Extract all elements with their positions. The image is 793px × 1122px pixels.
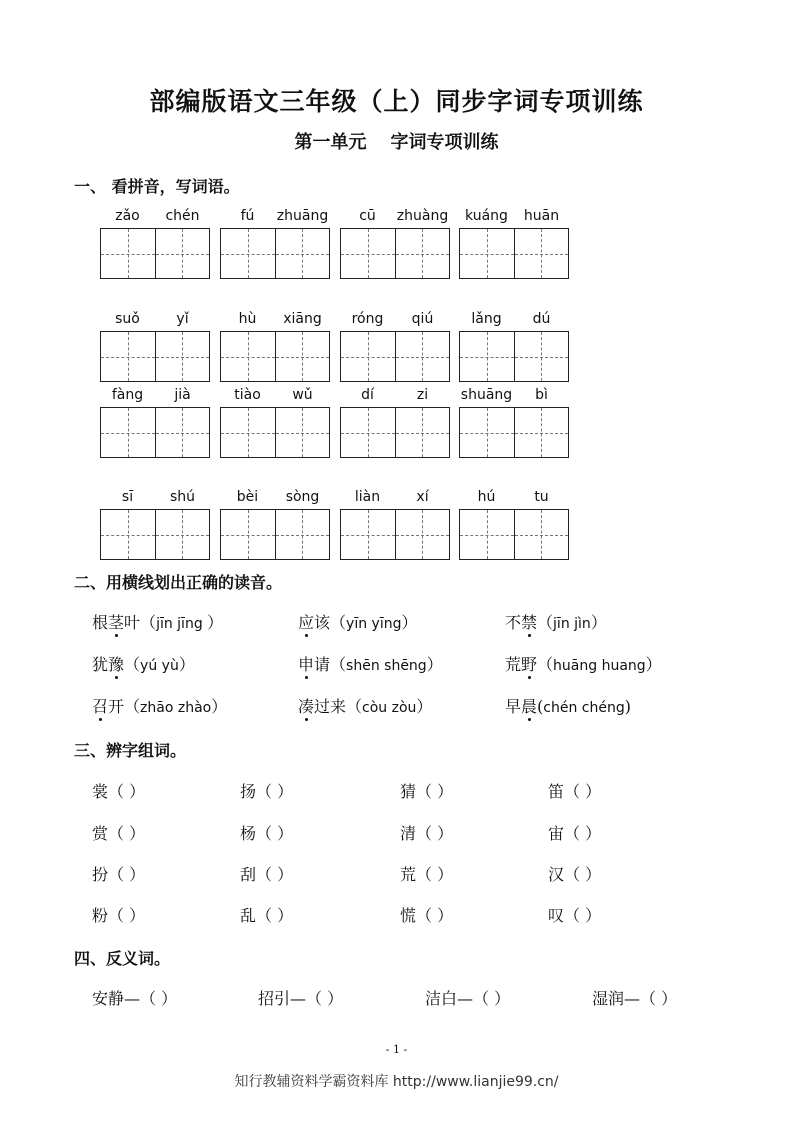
writing-cell[interactable] — [340, 331, 396, 382]
pronunciation-item — [298, 694, 432, 717]
word-char: 该 — [314, 613, 331, 632]
pinyin-syllable: tiào — [234, 387, 261, 403]
close-paren: ） — [416, 697, 433, 716]
pinyin-label — [340, 311, 450, 333]
pronunciation-item — [505, 694, 631, 717]
pinyin-label — [459, 311, 569, 333]
writing-cell[interactable] — [220, 331, 276, 382]
pronunciation-item — [298, 652, 443, 675]
antonym-item[interactable]: 安静—（ ） — [92, 989, 178, 1008]
pinyin-label — [100, 311, 210, 333]
pinyin-label — [100, 208, 210, 230]
pinyin-label — [100, 387, 210, 409]
word-group-item[interactable]: 猜（ ） — [400, 782, 454, 801]
pinyin-options[interactable]: yīn yīng — [346, 616, 402, 632]
writing-cell[interactable] — [340, 407, 396, 458]
footer-source: 知行教辅资料学霸资料库 http://www.lianjie99.cn/ — [234, 1074, 559, 1090]
writing-cell[interactable] — [220, 228, 276, 279]
pinyin-syllable: zhuàng — [396, 208, 449, 224]
writing-cell[interactable] — [276, 407, 331, 458]
word-group-item[interactable]: 粉（ ） — [92, 906, 146, 925]
pinyin-options[interactable]: jīn jìn — [553, 616, 591, 632]
pinyin-syllable: bèi — [236, 489, 259, 505]
pronunciation-item — [92, 652, 195, 675]
pinyin-syllable: yǐ — [176, 311, 189, 327]
pronunciation-item — [505, 652, 662, 675]
close-paren: ） — [207, 613, 224, 632]
dotted-char: 茎 — [108, 613, 125, 632]
word-group-item[interactable]: 叹（ ） — [548, 906, 602, 925]
word-char: 过来 — [314, 697, 347, 716]
close-paren: ） — [590, 613, 607, 632]
open-paren: （ — [537, 613, 554, 632]
page-number: - 1 - — [385, 1043, 408, 1056]
dotted-char: 晨 — [521, 697, 538, 716]
dotted-char: 禁 — [521, 613, 538, 632]
word-char: 叶 — [124, 613, 141, 632]
pinyin-syllable: zhuāng — [276, 208, 329, 224]
word-group-item[interactable]: 刮（ ） — [240, 865, 294, 884]
pinyin-syllable: fú — [240, 208, 255, 224]
pinyin-syllable: lǎng — [471, 311, 502, 327]
open-paren: （ — [330, 613, 347, 632]
word-group-item[interactable]: 乱（ ） — [240, 906, 294, 925]
writing-cell[interactable] — [515, 331, 570, 382]
pinyin-syllable: róng — [351, 311, 384, 327]
pinyin-options[interactable]: còu zòu — [362, 700, 417, 716]
dotted-char: 凑 — [298, 697, 315, 716]
dotted-char: 豫 — [108, 655, 125, 674]
antonym-item[interactable]: 招引—（ ） — [258, 989, 344, 1008]
pronunciation-item — [92, 694, 227, 717]
pinyin-options[interactable]: zhāo zhào — [140, 700, 212, 716]
pinyin-syllable: xí — [416, 489, 429, 505]
dotted-char: 召 — [92, 697, 109, 716]
writing-cell[interactable] — [515, 407, 570, 458]
close-paren: ） — [211, 697, 228, 716]
word-char: 根 — [92, 613, 109, 632]
unit-label: 第一单元 — [294, 132, 367, 153]
word-group-item[interactable]: 宙（ ） — [548, 824, 602, 843]
word-char: 犹 — [92, 655, 109, 674]
word-group-item[interactable]: 杨（ ） — [240, 824, 294, 843]
writing-cell[interactable] — [459, 509, 515, 560]
writing-cell[interactable] — [340, 228, 396, 279]
open-paren: （ — [140, 613, 157, 632]
pinyin-syllable: wǔ — [292, 387, 313, 403]
pinyin-syllable: suǒ — [115, 311, 140, 327]
close-paren: ） — [426, 655, 443, 674]
pinyin-syllable: dú — [532, 311, 551, 327]
pronunciation-item — [505, 610, 607, 633]
pinyin-syllable: cū — [359, 208, 376, 224]
close-paren: ） — [401, 613, 418, 632]
pinyin-label — [100, 489, 210, 511]
writing-cell[interactable] — [220, 407, 276, 458]
pinyin-label — [459, 489, 569, 511]
word-group-item[interactable]: 笛（ ） — [548, 782, 602, 801]
open-paren: （ — [124, 655, 141, 674]
dotted-char: 野 — [521, 655, 538, 674]
writing-cell[interactable] — [156, 407, 211, 458]
pronunciation-item — [92, 610, 223, 633]
page-subtitle — [0, 128, 793, 154]
pinyin-options[interactable]: huāng huang — [553, 658, 646, 674]
pinyin-syllable: liàn — [354, 489, 381, 505]
pinyin-syllable: hù — [238, 311, 257, 327]
pinyin-label — [220, 387, 330, 409]
writing-cell[interactable] — [396, 407, 451, 458]
antonym-item[interactable]: 湿润—（ ） — [592, 989, 678, 1008]
writing-cell[interactable] — [156, 331, 211, 382]
pinyin-options[interactable]: shēn shēng — [346, 658, 427, 674]
pronunciation-item — [298, 610, 418, 633]
pinyin-label — [220, 489, 330, 511]
word-char: 不 — [505, 613, 522, 632]
pinyin-syllable: sòng — [285, 489, 320, 505]
word-group-item[interactable]: 慌（ ） — [400, 906, 454, 925]
writing-cell[interactable] — [459, 407, 515, 458]
writing-cell[interactable] — [156, 509, 211, 560]
pinyin-syllable: tu — [534, 489, 549, 505]
section-3-heading: 三、辨字组词。 — [74, 741, 187, 760]
pinyin-syllable: hú — [477, 489, 496, 505]
section-4-heading: 四、反义词。 — [74, 949, 171, 968]
pinyin-label — [340, 387, 450, 409]
pinyin-label — [459, 387, 569, 409]
writing-cell[interactable] — [220, 509, 276, 560]
antonym-item[interactable]: 洁白—（ ） — [425, 989, 511, 1008]
pinyin-syllable: shuāng — [460, 387, 513, 403]
word-char: 早 — [505, 697, 522, 716]
word-group-item[interactable]: 扮（ ） — [92, 865, 146, 884]
word-group-item[interactable]: 裳（ ） — [92, 782, 146, 801]
word-group-item[interactable]: 汉（ ） — [548, 865, 602, 884]
writing-cell[interactable] — [100, 509, 156, 560]
pinyin-syllable: bì — [535, 387, 548, 403]
writing-cell[interactable] — [396, 331, 451, 382]
pinyin-syllable: zi — [416, 387, 429, 403]
close-paren: ） — [645, 655, 662, 674]
writing-cell[interactable] — [100, 407, 156, 458]
pinyin-label — [220, 311, 330, 333]
writing-cell[interactable] — [396, 228, 451, 279]
pinyin-options[interactable]: yú yù — [140, 658, 179, 674]
pinyin-syllable: jià — [174, 387, 191, 403]
page-title: 部编版语文三年级（上）同步字词专项训练 — [149, 87, 644, 116]
writing-cell[interactable] — [515, 228, 570, 279]
topic-label: 字词专项训练 — [390, 132, 499, 153]
pinyin-syllable: shú — [169, 489, 196, 505]
pinyin-label — [459, 208, 569, 230]
pinyin-syllable: fàng — [111, 387, 144, 403]
writing-cell[interactable] — [396, 509, 451, 560]
section-2-heading: 二、用横线划出正确的读音。 — [74, 573, 283, 592]
open-paren: （ — [537, 655, 554, 674]
pinyin-label — [340, 489, 450, 511]
pinyin-label — [220, 208, 330, 230]
close-paren: ) — [624, 697, 631, 716]
pinyin-syllable: sī — [121, 489, 134, 505]
writing-cell[interactable] — [515, 509, 570, 560]
writing-cell[interactable] — [100, 228, 156, 279]
open-paren: ( — [537, 697, 544, 716]
pinyin-syllable: chén — [165, 208, 200, 224]
word-char: 请 — [314, 655, 331, 674]
pinyin-syllable: huān — [523, 208, 560, 224]
pinyin-options[interactable]: chén chéng — [543, 700, 625, 716]
writing-cell[interactable] — [459, 228, 515, 279]
pinyin-syllable: kuáng — [465, 208, 508, 224]
close-paren: ） — [178, 655, 195, 674]
writing-cell[interactable] — [340, 509, 396, 560]
open-paren: （ — [330, 655, 347, 674]
word-group-item[interactable]: 清（ ） — [400, 824, 454, 843]
section-1-heading: 一、 看拼音，写词语。 — [74, 177, 240, 196]
pinyin-syllable: qiú — [411, 311, 434, 327]
word-char: 荒 — [505, 655, 522, 674]
open-paren: （ — [124, 697, 141, 716]
word-group-item[interactable]: 扬（ ） — [240, 782, 294, 801]
word-group-item[interactable]: 赏（ ） — [92, 824, 146, 843]
writing-cell[interactable] — [276, 331, 331, 382]
pinyin-syllable: dí — [361, 387, 374, 403]
writing-cell[interactable] — [100, 331, 156, 382]
word-group-item[interactable]: 荒（ ） — [400, 865, 454, 884]
open-paren: （ — [346, 697, 363, 716]
word-char: 开 — [108, 697, 125, 716]
pinyin-syllable: zǎo — [115, 208, 140, 224]
writing-cell[interactable] — [156, 228, 211, 279]
writing-cell[interactable] — [276, 228, 331, 279]
pinyin-syllable: xiāng — [283, 311, 322, 327]
pinyin-options[interactable]: jīn jīng — [156, 616, 208, 632]
dotted-char: 应 — [298, 613, 315, 632]
pinyin-label — [340, 208, 450, 230]
writing-cell[interactable] — [459, 331, 515, 382]
writing-cell[interactable] — [276, 509, 331, 560]
dotted-char: 申 — [298, 655, 315, 674]
